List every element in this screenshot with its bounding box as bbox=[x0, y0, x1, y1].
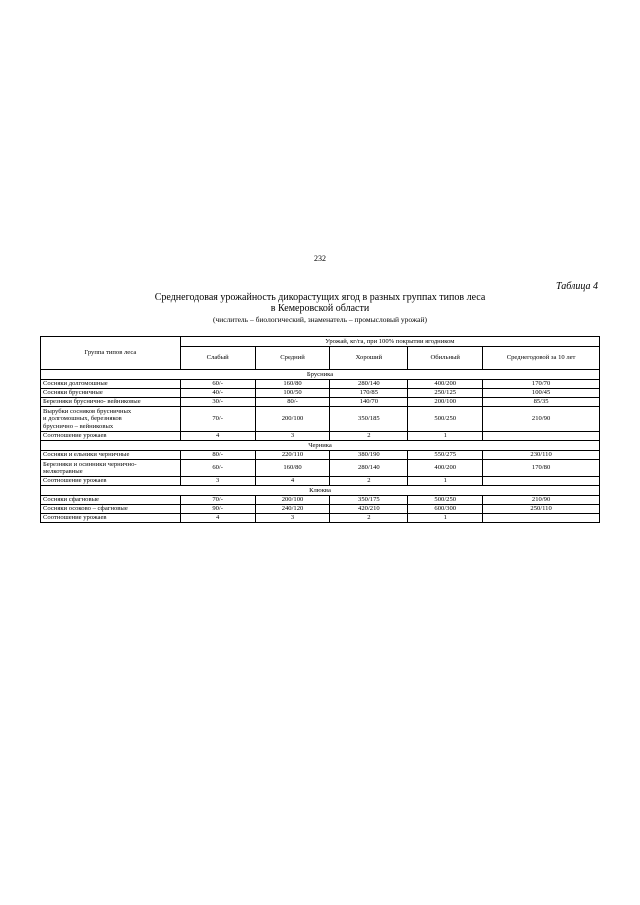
column-header: Хороший bbox=[330, 346, 408, 369]
table-cell: 4 bbox=[180, 432, 255, 441]
table-cell: 170/70 bbox=[483, 380, 600, 389]
table-cell: 350/175 bbox=[330, 496, 408, 505]
table-cell bbox=[483, 477, 600, 486]
table-cell: 60/- bbox=[180, 460, 255, 477]
yield-header: Урожай, кг/га, при 100% покрытии ягодником bbox=[180, 337, 599, 347]
table-cell: 200/100 bbox=[255, 496, 330, 505]
table-cell: 250/125 bbox=[408, 389, 483, 398]
table-cell: 170/85 bbox=[330, 389, 408, 398]
section-title: Клюква bbox=[41, 486, 600, 496]
table-cell: 400/200 bbox=[408, 460, 483, 477]
table-cell: 210/90 bbox=[483, 407, 600, 432]
table-cell bbox=[483, 514, 600, 523]
page-number: 232 bbox=[314, 254, 326, 263]
group-header: Группа типов леса bbox=[41, 337, 181, 370]
row-label: Сосняки брусничные bbox=[41, 389, 181, 398]
table-row bbox=[41, 432, 600, 441]
table-cell: 90/- bbox=[180, 505, 255, 514]
table-cell: 40/- bbox=[180, 389, 255, 398]
table-cell: 1 bbox=[408, 477, 483, 486]
table-cell: 1 bbox=[408, 432, 483, 441]
table-row bbox=[41, 496, 600, 505]
table-cell: 70/- bbox=[180, 496, 255, 505]
column-header: Среднегодовой за 10 лет bbox=[483, 346, 600, 369]
table-cell: 30/- bbox=[180, 398, 255, 407]
table-cell: 1 bbox=[408, 514, 483, 523]
table-cell: 550/275 bbox=[408, 451, 483, 460]
table-cell: 2 bbox=[330, 432, 408, 441]
table-cell: 380/190 bbox=[330, 451, 408, 460]
table-cell: 3 bbox=[255, 432, 330, 441]
table-cell: 240/120 bbox=[255, 505, 330, 514]
row-label-line: и долгомошных, березняков bbox=[43, 415, 122, 423]
row-label bbox=[41, 407, 181, 432]
table-cell: 250/110 bbox=[483, 505, 600, 514]
table-row bbox=[41, 389, 600, 398]
table-cell: 140/70 bbox=[330, 398, 408, 407]
row-label-line: Вырубки сосняков брусничных bbox=[43, 407, 132, 415]
row-label: Березняки бруснично- вейниковые bbox=[41, 398, 181, 407]
row-label bbox=[41, 460, 181, 477]
table-row bbox=[41, 380, 600, 389]
table-row bbox=[41, 460, 600, 477]
table-cell: 80/- bbox=[255, 398, 330, 407]
table-cell: 170/80 bbox=[483, 460, 600, 477]
table-cell: 210/90 bbox=[483, 496, 600, 505]
table-cell: 500/250 bbox=[408, 407, 483, 432]
row-label: Соотношение урожаев bbox=[41, 514, 181, 523]
table-cell: 200/100 bbox=[255, 407, 330, 432]
table-row bbox=[41, 477, 600, 486]
table-cell: 70/- bbox=[180, 407, 255, 432]
table-cell: 220/110 bbox=[255, 451, 330, 460]
table-row bbox=[41, 505, 600, 514]
section-title: Брусника bbox=[41, 370, 600, 380]
column-header: Слабый bbox=[180, 346, 255, 369]
row-label: Соотношение урожаев bbox=[41, 432, 181, 441]
table-title-line2: в Кемеровской области bbox=[270, 303, 370, 314]
row-label: Сосняки и ельники черничные bbox=[41, 451, 181, 460]
table-caption: Таблица 4 bbox=[556, 281, 598, 292]
table-cell: 280/140 bbox=[330, 380, 408, 389]
table-cell: 230/110 bbox=[483, 451, 600, 460]
row-label: Сосняки осоково – сфагновые bbox=[41, 505, 181, 514]
table-cell: 100/50 bbox=[255, 389, 330, 398]
column-header: Обильный bbox=[408, 346, 483, 369]
row-label-line: Березняки и осинники чернично- bbox=[43, 460, 137, 468]
table-cell: 85/35 bbox=[483, 398, 600, 407]
table-cell: 2 bbox=[330, 514, 408, 523]
table-row bbox=[41, 514, 600, 523]
title-block bbox=[40, 292, 600, 325]
table-row bbox=[41, 451, 600, 460]
table-cell: 160/80 bbox=[255, 460, 330, 477]
table-cell: 2 bbox=[330, 477, 408, 486]
row-label: Соотношение урожаев bbox=[41, 477, 181, 486]
yield-table bbox=[40, 336, 600, 523]
table-cell: 60/- bbox=[180, 380, 255, 389]
table-cell: 3 bbox=[180, 477, 255, 486]
table-title-line1: Среднегодовая урожайность дикорастущих ягод в разных группах типов леса bbox=[154, 292, 486, 303]
table-cell: 400/200 bbox=[408, 380, 483, 389]
table-cell: 160/80 bbox=[255, 380, 330, 389]
table-cell: 500/250 bbox=[408, 496, 483, 505]
table-cell: 350/185 bbox=[330, 407, 408, 432]
table-cell: 3 bbox=[255, 514, 330, 523]
table-cell: 80/- bbox=[180, 451, 255, 460]
row-label-line: мелкотравные bbox=[43, 468, 83, 475]
row-label: Сосняки сфагновые bbox=[41, 496, 181, 505]
table-cell: 420/210 bbox=[330, 505, 408, 514]
row-label-line: бруснично – вейниковых bbox=[43, 422, 114, 430]
table-cell: 200/100 bbox=[408, 398, 483, 407]
table-cell: 100/45 bbox=[483, 389, 600, 398]
table-row bbox=[41, 398, 600, 407]
table-cell: 4 bbox=[180, 514, 255, 523]
table-cell: 4 bbox=[255, 477, 330, 486]
row-label: Сосняки долгомошные bbox=[41, 380, 181, 389]
table-cell: 600/300 bbox=[408, 505, 483, 514]
section-title: Черника bbox=[41, 441, 600, 451]
table-subtitle: (числитель – биологический, знаменатель – промысловый урожай) bbox=[212, 315, 428, 324]
table-cell: 280/140 bbox=[330, 460, 408, 477]
column-header: Средний bbox=[255, 346, 330, 369]
table-row bbox=[41, 407, 600, 432]
table-cell bbox=[483, 432, 600, 441]
